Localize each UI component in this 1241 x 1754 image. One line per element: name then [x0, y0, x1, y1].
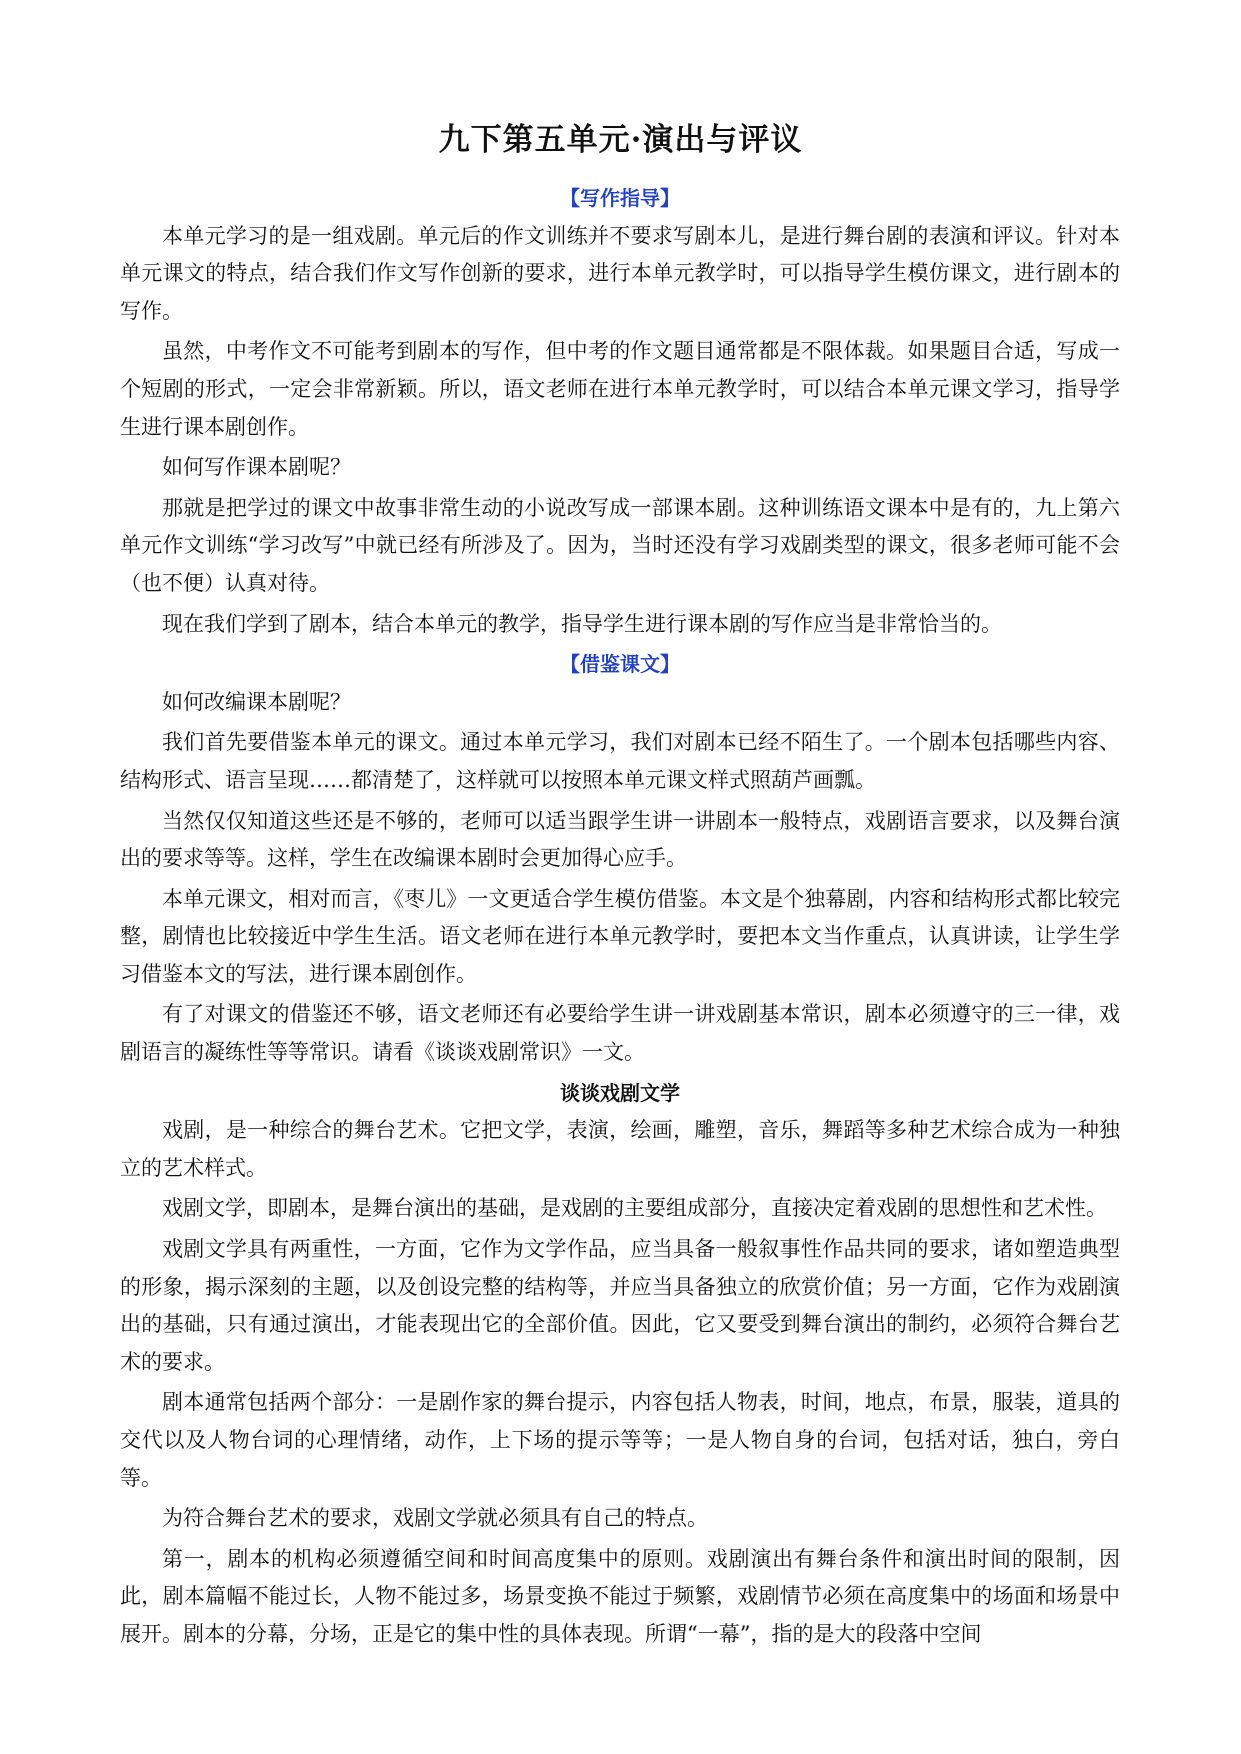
paragraph: 本单元学习的是一组戏剧。单元后的作文训练并不要求写剧本儿，是进行舞台剧的表演和评议。针对本单元课文的特点，结合我们作文写作创新的要求，进行本单元教学时，可以指导学生模仿课文，进行剧本的写作。	[120, 223, 1120, 323]
section-heading-reference-texts: 【借鉴课文】	[560, 652, 680, 677]
paragraph: 如何写作课本剧呢？	[162, 455, 351, 480]
paragraph: 为符合舞台艺术的要求，戏剧文学就必须具有自己的特点。	[162, 1506, 708, 1531]
paragraph: 那就是把学过的课文中故事非常生动的小说改写成一部课本剧。这种训练语文课本中是有的，九上第六单元作文训练“学习改写”中就已经有所涉及了。因为，当时还没有学习戏剧类型的课文，很多老师可能不会（也不便）认真对待。	[120, 495, 1120, 595]
paragraph: 如何改编课本剧呢？	[162, 689, 351, 714]
section-heading-drama-literature: 谈谈戏剧文学	[560, 1080, 680, 1105]
page-title: 九下第五单元·演出与评议	[438, 122, 803, 158]
paragraph: 本单元课文，相对而言，《枣儿》一文更适合学生模仿借鉴。本文是个独幕剧，内容和结构形式都比较完整，剧情也比较接近中学生生活。语文老师在进行本单元教学时，要把本文当作重点，认真讲读，让学生学习借鉴本文的写法，进行课本剧创作。	[120, 886, 1120, 986]
document-body	[120, 180, 1120, 1657]
paragraph: 虽然，中考作文不可能考到剧本的写作，但中考的作文题目通常都是不限体裁。如果题目合适，写成一个短剧的形式，一定会非常新颖。所以，语文老师在进行本单元教学时，可以结合本单元课文学习，指导学生进行课本剧创作。	[120, 339, 1120, 439]
paragraph: 第一，剧本的机构必须遵循空间和时间高度集中的原则。戏剧演出有舞台条件和演出时间的限制，因此，剧本篇幅不能过长，人物不能过多，场景变换不能过于频繁，戏剧情节必须在高度集中的场面和场景中展开。剧本的分幕，分场，正是它的集中性的具体表现。所谓“一幕”，指的是大的段落中空间	[120, 1546, 1120, 1646]
paragraph: 剧本通常包括两个部分：一是剧作家的舞台提示，内容包括人物表，时间，地点，布景，服装，道具的交代以及人物台词的心理情绪，动作，上下场的提示等等；一是人物自身的台词，包括对话，独白，旁白等。	[120, 1390, 1120, 1490]
paragraph: 我们首先要借鉴本单元的课文。通过本单元学习，我们对剧本已经不陌生了。一个剧本包括哪些内容、结构形式、语言呈现……都清楚了，这样就可以按照本单元课文样式照葫芦画瓢。	[120, 730, 1120, 792]
paragraph: 现在我们学到了剧本，结合本单元的教学，指导学生进行课本剧的写作应当是非常恰当的。	[162, 611, 1002, 636]
paragraph: 戏剧文学具有两重性，一方面，它作为文学作品，应当具备一般叙事性作品共同的要求，诸如塑造典型的形象，揭示深刻的主题，以及创设完整的结构等，并应当具备独立的欣赏价值；另一方面，它作为戏剧演出的基础，只有通过演出，才能表现出它的全部价值。因此，它又要受到舞台演出的制约，必须符合舞台艺术的要求。	[120, 1237, 1120, 1374]
section-heading-writing-guide: 【写作指导】	[560, 186, 680, 210]
paragraph: 有了对课文的借鉴还不够，语文老师还有必要给学生讲一讲戏剧基本常识，剧本必须遵守的三一律，戏剧语言的凝练性等等常识。请看《谈谈戏剧常识》一文。	[120, 1002, 1120, 1065]
paragraph: 戏剧，是一种综合的舞台艺术。它把文学，表演，绘画，雕塑，音乐，舞蹈等多种艺术综合成为一种独立的艺术样式。	[120, 1118, 1120, 1180]
paragraph: 戏剧文学，即剧本，是舞台演出的基础，是戏剧的主要组成部分，直接决定着戏剧的思想性和艺术性。	[162, 1196, 1107, 1221]
paragraph: 当然仅仅知道这些还是不够的，老师可以适当跟学生讲一讲剧本一般特点，戏剧语言要求，以及舞台演出的要求等等。这样，学生在改编课本剧时会更加得心应手。	[120, 808, 1120, 871]
